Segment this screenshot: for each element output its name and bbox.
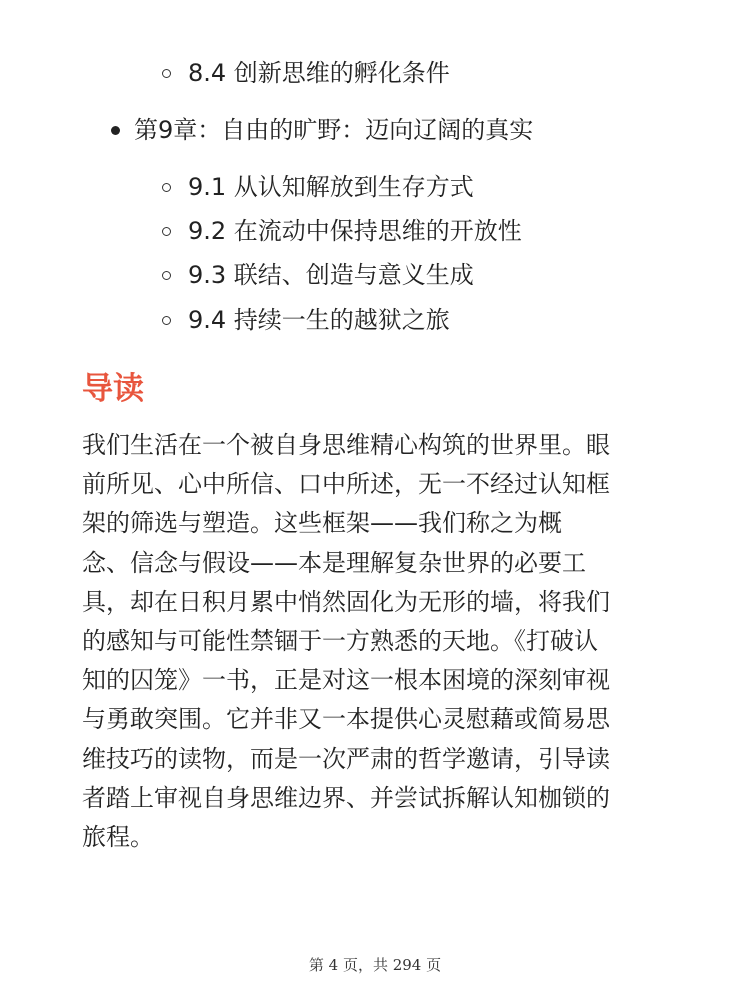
paragraph-line: 维技巧的读物，而是一次严肃的哲学邀请，引导读	[82, 744, 610, 773]
paragraph-line: 架的筛选与塑造。这些框架——我们称之为概	[82, 509, 562, 538]
intro-paragraph	[82, 426, 672, 857]
paragraph-line: 具，却在日积月累中悄然固化为无形的墙，将我们	[82, 587, 610, 616]
paragraph-line: 念、信念与假设——本是理解复杂世界的必要工	[82, 548, 586, 577]
paragraph-line: 前所见、心中所信、口中所述，无一不经过认知框	[82, 470, 610, 499]
page-number-footer: 第 4 页，共 294 页	[308, 956, 442, 974]
toc-bullet-hollow-icon	[162, 271, 171, 280]
toc-item-9-1: 9.1 从认知解放到生存方式	[188, 173, 474, 201]
paragraph-line: 与勇敢突围。它并非又一本提供心灵慰藉或简易思	[82, 705, 610, 734]
toc-bullet-hollow-icon	[162, 316, 171, 325]
paragraph-line: 旅程。	[82, 823, 154, 852]
paragraph-line: 者踏上审视自身思维边界、并尝试拆解认知枷锁的	[82, 783, 610, 812]
toc-bullet-hollow-icon	[162, 227, 171, 236]
toc-bullet-hollow-icon	[162, 69, 171, 78]
paragraph-line: 我们生活在一个被自身思维精心构筑的世界里。眼	[82, 431, 610, 459]
toc-bullet-solid-icon	[111, 126, 120, 135]
toc-bullet-hollow-icon	[162, 183, 171, 192]
paragraph-line: 的感知与可能性禁锢于一方熟悉的天地。《打破认	[82, 627, 598, 656]
toc-item-9-3: 9.3 联结、创造与意义生成	[188, 261, 474, 289]
toc-chapter-9: 第9章：自由的旷野：迈向辽阔的真实	[134, 116, 534, 144]
toc-item-9-2: 9.2 在流动中保持思维的开放性	[188, 217, 522, 245]
paragraph-line: 知的囚笼》一书，正是对这一根本困境的深刻审视	[82, 666, 610, 695]
toc-item-9-4: 9.4 持续一生的越狱之旅	[188, 306, 450, 334]
toc-item-8-4: 8.4 创新思维的孵化条件	[188, 59, 450, 87]
section-heading: 导读	[82, 371, 144, 407]
